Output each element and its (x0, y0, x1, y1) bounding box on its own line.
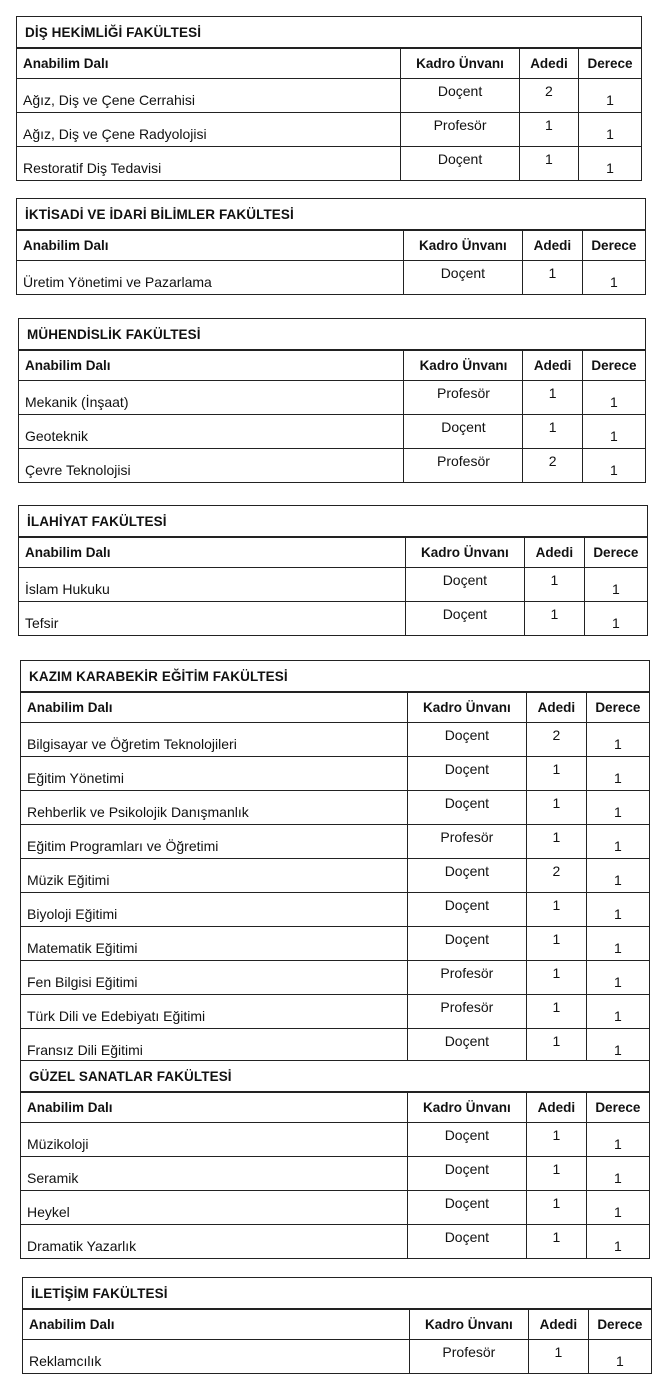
cell-kadro: Profesör (404, 449, 523, 483)
cell-kadro: Doçent (407, 757, 526, 791)
cell-kadro: Profesör (407, 995, 526, 1029)
table-header-row (17, 231, 645, 261)
column-header-adedi: Adedi (529, 1310, 589, 1340)
column-header-derece: Derece (579, 49, 641, 79)
table-header-row (23, 1310, 651, 1340)
column-header-adedi: Adedi (519, 49, 578, 79)
column-header-derece: Derece (586, 1093, 649, 1123)
cell-kadro: Doçent (407, 1191, 526, 1225)
column-header-kadro: Kadro Ünvanı (407, 693, 526, 723)
cell-name: Çevre Teknolojisi (19, 449, 404, 483)
cell-adedi: 1 (519, 147, 578, 181)
column-header-adedi: Adedi (527, 693, 587, 723)
column-header-adedi: Adedi (525, 538, 585, 568)
cell-derece: 1 (586, 859, 649, 893)
cell-kadro: Doçent (407, 791, 526, 825)
cell-name: Rehberlik ve Psikolojik Danışmanlık (21, 791, 407, 825)
cell-kadro: Profesör (404, 381, 523, 415)
cell-name: Tefsir (19, 602, 405, 636)
cell-name: Fen Bilgisi Eğitimi (21, 961, 407, 995)
cell-kadro: Doçent (401, 147, 520, 181)
column-header-name: Anabilim Dalı (19, 538, 405, 568)
cell-kadro: Doçent (407, 1123, 526, 1157)
faculty-table (18, 318, 646, 483)
cell-derece: 1 (588, 1340, 651, 1374)
faculty-title: DİŞ HEKİMLİĞİ FAKÜLTESİ (17, 17, 641, 48)
column-header-derece: Derece (588, 1310, 651, 1340)
column-header-kadro: Kadro Ünvanı (407, 1093, 526, 1123)
cell-derece: 1 (586, 1191, 649, 1225)
table-row (21, 1191, 649, 1225)
column-header-derece: Derece (586, 693, 649, 723)
column-header-derece: Derece (582, 351, 645, 381)
table-row (17, 147, 641, 181)
cell-name: Geoteknik (19, 415, 404, 449)
table-header-row (17, 49, 641, 79)
cell-kadro: Profesör (401, 113, 520, 147)
cell-adedi: 1 (519, 113, 578, 147)
cell-adedi: 1 (527, 961, 587, 995)
faculty-title: İLETİŞİM FAKÜLTESİ (23, 1278, 651, 1309)
cell-name: Türk Dili ve Edebiyatı Eğitimi (21, 995, 407, 1029)
cell-name: Ağız, Diş ve Çene Cerrahisi (17, 79, 401, 113)
faculty-table (18, 505, 648, 636)
faculty-table (20, 660, 650, 1063)
cell-name: Heykel (21, 1191, 407, 1225)
cell-name: Bilgisayar ve Öğretim Teknolojileri (21, 723, 407, 757)
cell-kadro: Profesör (407, 825, 526, 859)
table-row (19, 381, 645, 415)
cell-derece: 1 (582, 415, 645, 449)
cell-kadro: Doçent (407, 1225, 526, 1259)
staff-table (19, 537, 647, 635)
table-row (19, 602, 647, 636)
cell-derece: 1 (582, 261, 645, 295)
table-row (21, 1029, 649, 1063)
cell-derece: 1 (586, 1157, 649, 1191)
cell-kadro: Doçent (403, 261, 522, 295)
cell-kadro: Doçent (405, 568, 524, 602)
cell-adedi: 1 (527, 927, 587, 961)
cell-derece: 1 (584, 568, 647, 602)
table-row (23, 1340, 651, 1374)
cell-name: Matematik Eğitimi (21, 927, 407, 961)
cell-adedi: 1 (527, 893, 587, 927)
table-row (17, 79, 641, 113)
cell-derece: 1 (586, 1029, 649, 1063)
cell-kadro: Doçent (404, 415, 523, 449)
staff-table (23, 1309, 651, 1373)
table-row (21, 825, 649, 859)
cell-kadro: Doçent (407, 1157, 526, 1191)
table-row (21, 1157, 649, 1191)
cell-adedi: 1 (527, 1225, 587, 1259)
cell-name: Mekanik (İnşaat) (19, 381, 404, 415)
cell-kadro: Doçent (407, 723, 526, 757)
cell-derece: 1 (582, 381, 645, 415)
column-header-derece: Derece (582, 231, 645, 261)
table-header-row (19, 538, 647, 568)
cell-name: Eğitim Yönetimi (21, 757, 407, 791)
cell-adedi: 2 (523, 449, 582, 483)
table-header-row (19, 351, 645, 381)
column-header-kadro: Kadro Ünvanı (404, 351, 523, 381)
cell-adedi: 1 (527, 825, 587, 859)
cell-derece: 1 (586, 723, 649, 757)
column-header-name: Anabilim Dalı (17, 231, 403, 261)
cell-derece: 1 (586, 961, 649, 995)
cell-adedi: 1 (523, 261, 583, 295)
faculty-title: KAZIM KARABEKİR EĞİTİM FAKÜLTESİ (21, 661, 649, 692)
column-header-kadro: Kadro Ünvanı (409, 1310, 528, 1340)
table-row (21, 757, 649, 791)
table-row (17, 261, 645, 295)
faculty-table (20, 1060, 650, 1259)
table-header-row (21, 693, 649, 723)
table-row (21, 1225, 649, 1259)
table-row (21, 1123, 649, 1157)
column-header-name: Anabilim Dalı (23, 1310, 409, 1340)
cell-derece: 1 (584, 602, 647, 636)
cell-name: Restoratif Diş Tedavisi (17, 147, 401, 181)
faculty-title: MÜHENDİSLİK FAKÜLTESİ (19, 319, 645, 350)
cell-adedi: 1 (529, 1340, 589, 1374)
cell-name: Reklamcılık (23, 1340, 409, 1374)
cell-name: Fransız Dili Eğitimi (21, 1029, 407, 1063)
cell-derece: 1 (586, 1225, 649, 1259)
cell-adedi: 2 (527, 859, 587, 893)
faculty-table (16, 198, 646, 295)
cell-kadro: Profesör (407, 961, 526, 995)
cell-adedi: 1 (525, 568, 585, 602)
table-header-row (21, 1093, 649, 1123)
column-header-kadro: Kadro Ünvanı (405, 538, 524, 568)
cell-adedi: 1 (525, 602, 585, 636)
table-row (21, 995, 649, 1029)
column-header-adedi: Adedi (523, 351, 582, 381)
cell-derece: 1 (586, 893, 649, 927)
cell-kadro: Doçent (405, 602, 524, 636)
cell-name: Biyoloji Eğitimi (21, 893, 407, 927)
cell-adedi: 1 (527, 1123, 587, 1157)
column-header-adedi: Adedi (527, 1093, 587, 1123)
staff-table (19, 350, 645, 482)
cell-adedi: 2 (519, 79, 578, 113)
cell-derece: 1 (586, 995, 649, 1029)
column-header-name: Anabilim Dalı (21, 693, 407, 723)
cell-name: Ağız, Diş ve Çene Radyolojisi (17, 113, 401, 147)
staff-table (21, 1092, 649, 1258)
cell-derece: 1 (582, 449, 645, 483)
cell-derece: 1 (586, 927, 649, 961)
cell-name: Müzikoloji (21, 1123, 407, 1157)
cell-adedi: 1 (523, 381, 582, 415)
table-row (17, 113, 641, 147)
cell-adedi: 1 (527, 1191, 587, 1225)
cell-adedi: 1 (527, 757, 587, 791)
cell-name: Seramik (21, 1157, 407, 1191)
table-row (21, 723, 649, 757)
cell-adedi: 1 (527, 995, 587, 1029)
cell-name: Eğitim Programları ve Öğretimi (21, 825, 407, 859)
table-row (21, 961, 649, 995)
cell-derece: 1 (586, 1123, 649, 1157)
faculty-table (16, 16, 642, 181)
cell-kadro: Doçent (401, 79, 520, 113)
table-row (19, 415, 645, 449)
column-header-derece: Derece (584, 538, 647, 568)
cell-derece: 1 (586, 791, 649, 825)
cell-derece: 1 (579, 147, 641, 181)
cell-adedi: 1 (527, 1157, 587, 1191)
faculty-title: İKTİSADİ VE İDARİ BİLİMLER FAKÜLTESİ (17, 199, 645, 230)
staff-table (17, 230, 645, 294)
cell-kadro: Doçent (407, 893, 526, 927)
cell-adedi: 1 (527, 791, 587, 825)
staff-table (21, 692, 649, 1062)
column-header-name: Anabilim Dalı (17, 49, 401, 79)
cell-adedi: 1 (527, 1029, 587, 1063)
cell-derece: 1 (579, 79, 641, 113)
column-header-name: Anabilim Dalı (21, 1093, 407, 1123)
cell-name: Üretim Yönetimi ve Pazarlama (17, 261, 403, 295)
cell-name: İslam Hukuku (19, 568, 405, 602)
column-header-kadro: Kadro Ünvanı (403, 231, 522, 261)
column-header-kadro: Kadro Ünvanı (401, 49, 520, 79)
column-header-adedi: Adedi (523, 231, 583, 261)
table-row (21, 893, 649, 927)
table-row (19, 568, 647, 602)
table-row (21, 927, 649, 961)
faculty-title: GÜZEL SANATLAR FAKÜLTESİ (21, 1061, 649, 1092)
cell-kadro: Profesör (409, 1340, 528, 1374)
cell-kadro: Doçent (407, 859, 526, 893)
table-row (21, 791, 649, 825)
cell-name: Dramatik Yazarlık (21, 1225, 407, 1259)
cell-kadro: Doçent (407, 1029, 526, 1063)
cell-adedi: 2 (527, 723, 587, 757)
cell-name: Müzik Eğitimi (21, 859, 407, 893)
cell-derece: 1 (586, 757, 649, 791)
column-header-name: Anabilim Dalı (19, 351, 404, 381)
cell-derece: 1 (586, 825, 649, 859)
table-row (19, 449, 645, 483)
cell-derece: 1 (579, 113, 641, 147)
cell-adedi: 1 (523, 415, 582, 449)
faculty-table (22, 1277, 652, 1374)
staff-table (17, 48, 641, 180)
faculty-title: İLAHİYAT FAKÜLTESİ (19, 506, 647, 537)
table-row (21, 859, 649, 893)
cell-kadro: Doçent (407, 927, 526, 961)
